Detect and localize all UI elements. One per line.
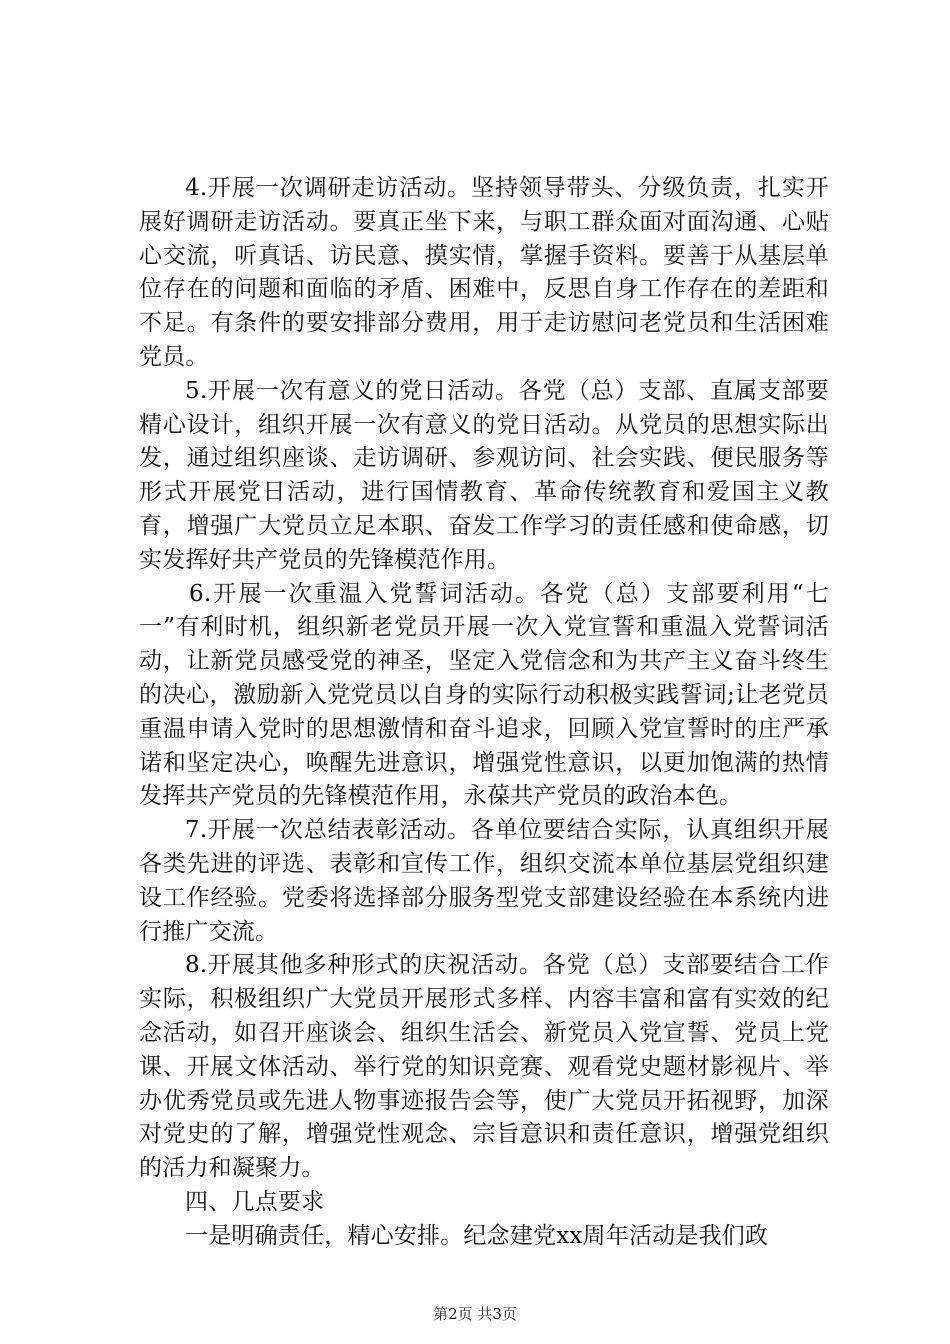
paragraph-requirement-1: 一是明确责任，精心安排。纪念建党xx周年活动是我们政 (185, 1222, 769, 1249)
paragraph-item-4-survey-visits: 4.开展一次调研走访活动。坚持领导带头、分级负责，扎实开展好调研走访活动。要真正坐下来，与职工群众面对面沟通、心贴心交流，听真话、访民意、摸实情，掌握手资料。要善于从基层单位存在的问题和面临的矛盾、困难中，反思自身工作存在的差距和不足。有条件的要安排部分费用，用于走访慰问老党员和生活困难党员。 (139, 175, 829, 370)
document-body (139, 172, 829, 1254)
section-heading-requirements: 四、几点要求 (185, 1188, 325, 1215)
page-number-footer: 第2页 共3页 (433, 1305, 517, 1323)
paragraph-item-7-commendation: 7.开展一次总结表彰活动。各单位要结合实际，认真组织开展各类先进的评选、表彰和宣传工作，组织交流本单位基层党组织建设工作经验。党委将选择部分服务型党支部建设经验在本系统内进行推广交流。 (139, 817, 829, 945)
paragraph-item-8-other-celebrations: 8.开展其他多种形式的庆祝活动。各党（总）支部要结合工作实际，积极组织广大党员开展形式多样、内容丰富和富有实效的纪念活动，如召开座谈会、组织生活会、新党员入党宣誓、党员上党课、开展文体活动、举行党的知识竞赛、观看党史题材影视片、举办优秀党员或先进人物事迹报告会等，使广大党员开拓视野，加深对党史的了解，增强党性观念、宗旨意识和责任意识，增强党组织的活力和凝聚力。 (139, 952, 829, 1182)
paragraph-item-6-oath-review: 6.开展一次重温入党誓词活动。各党（总）支部要利用“七一”有利时机，组织新老党员开展一次入党宣誓和重温入党誓词活动，让新党员感受党的神圣，坚定入党信念和为共产主义奋斗终生的决心，激励新入党党员以自身的实际行动积极实践誓词;让老党员重温申请入党时的思想激情和奋斗追求，回顾入党宣誓时的庄严承诺和坚定决心，唤醒先进意识，增强党性意识，以更加饱满的热情发挥共产党员的先锋模范作用，永葆共产党员的政治本色。 (139, 580, 829, 810)
paragraph-item-5-party-day: 5.开展一次有意义的党日活动。各党（总）支部、直属支部要精心设计，组织开展一次有意义的党日活动。从党员的思想实际出发，通过组织座谈、走访调研、参观访问、社会实践、便民服务等形式开展党日活动，进行国情教育、革命传统教育和爱国主义教育，增强广大党员立足本职、奋发工作学习的责任感和使命感，切实发挥好共产党员的先锋模范作用。 (139, 377, 829, 573)
